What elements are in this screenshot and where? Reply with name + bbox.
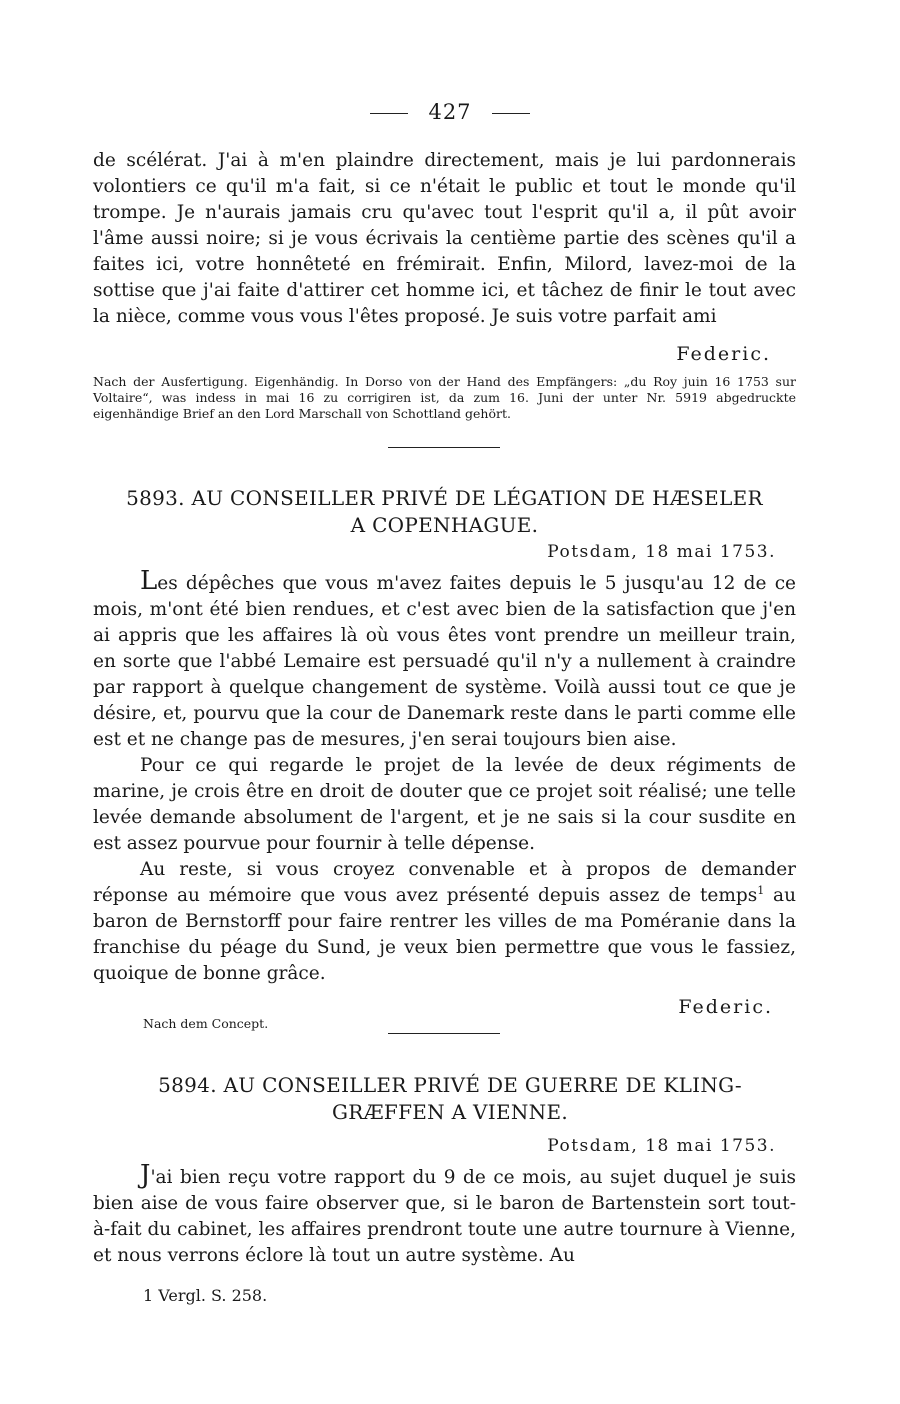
letter-5893-paragraph-3-text-a: Au reste, si vous croyez convenable et à propos de demander réponse au mémoire que vous avez présenté depuis assez de temps [93,859,796,906]
letter-5893-heading-line2: A COPENHAGUE. [350,513,539,537]
page-header [0,100,900,124]
continuation-signature: Federic. [676,343,771,365]
letter-5894-body [93,1162,796,1269]
continuation-paragraph: de scélérat. J'ai à m'en plaindre directement, mais je lui pardonnerais volontiers ce qu'il m'a fait, si ce n'était le public et tout le monde qu'il trompe. Je n'aurais jamais cru qu'avec tout l'esprit qu'il a, il pût avoir l'âme aussi noire; si je vous écrivais la centième partie des scènes qu'il a faites ici, votre honnêteté en frémirait. Enfin, Milord, lavez-moi de la sottise que j'ai faite d'attirer cet homme ici, et tâchez de finir le tout avec la nièce, comme vous vous l'êtes proposé. Je suis votre parfait ami [93,150,796,327]
footnote-marker: 1 [757,883,765,897]
footnote: 1 Vergl. S. 258. [143,1286,268,1305]
continuation-note: Nach der Ausfertigung. Eigenhändig. In Dorso von der Hand des Empfängers: „du Roy juin 16 1753 sur Voltaire“, was indess in mai 16 zu corrigiren ist, da zum 16. Juni der unter Nr. 5919 abgedruckte eigenhändige Brief an den Lord Marschall von Schottland gehört. [93,374,796,421]
letter-5894-paragraph-1-text: 'ai bien reçu votre rapport du 9 de ce mois, au sujet duquel je suis bien aise de vous faire observer que, si le baron de Bartenstein sort tout-à-fait du cabinet, les affaires prendront toute une autre tournure à Vienne, et nous verrons éclore là tout un autre système. Au [93,1167,796,1266]
letter-5894-heading-line1: 5894. AU CONSEILLER PRIVÉ DE GUERRE DE KLING- [158,1073,742,1097]
letter-5893-paragraph-2: Pour ce qui regarde le projet de la levée de deux régiments de marine, je crois être en droit de douter que ce projet soit réalisé; une telle levée demande absolument de l'argent, et je ne sais si la cour susdite en est assez pourvue pour fournir à telle dépense. [93,755,796,854]
letter-5893-heading [93,485,796,539]
separator-2 [388,1033,500,1034]
letter-5894-heading-line2: GRÆFFEN A VIENNE. [331,1100,569,1124]
letter-5894-dateline: Potsdam, 18 mai 1753. [547,1136,776,1156]
letter-5893-note: Nach dem Concept. [143,1016,269,1031]
letter-5893-signature: Federic. [678,996,773,1018]
continuation-text [93,148,796,330]
letter-5893-paragraph-1 [93,568,796,753]
separator-1 [388,447,500,448]
letter-5893-dateline: Potsdam, 18 mai 1753. [547,542,776,562]
letter-5894-dropcap: J [140,1160,151,1190]
letter-5893-body [93,568,796,987]
letter-5893-dropcap: L [140,566,158,596]
letter-5893-paragraph-3-text-b: au baron de Bernstorff pour faire rentrer les villes de ma Poméranie dans la franchise du péage du Sund, je veux bien permettre que vous le fassiez, quoique de bonne grâce. [93,885,796,984]
header-dash-left [370,113,408,114]
letter-5893-paragraph-3 [93,857,796,987]
letter-5893-paragraph-1-text: es dépêches que vous m'avez faites depuis le 5 jusqu'au 12 de ce mois, m'ont été bien rendues, et c'est avec bien de la satisfaction que j'en ai appris que les affaires là où vous êtes vont prendre un meilleur train, en sorte que l'abbé Lemaire est persuadé qu'il n'y a nullement à craindre par rapport à quelque changement de système. Voilà aussi tout ce que je désire, et, pourvu que la cour de Danemark reste dans le parti comme elle est et ne change pas de mesures, j'en serai toujours bien aise. [93,573,796,750]
header-dash-right [492,113,530,114]
letter-5893-heading-line1: 5893. AU CONSEILLER PRIVÉ DE LÉGATION DE HÆSELER [126,486,763,510]
letter-5894-paragraph-1 [93,1162,796,1269]
page-number: 427 [428,100,472,124]
letter-5894-heading [130,1072,770,1126]
